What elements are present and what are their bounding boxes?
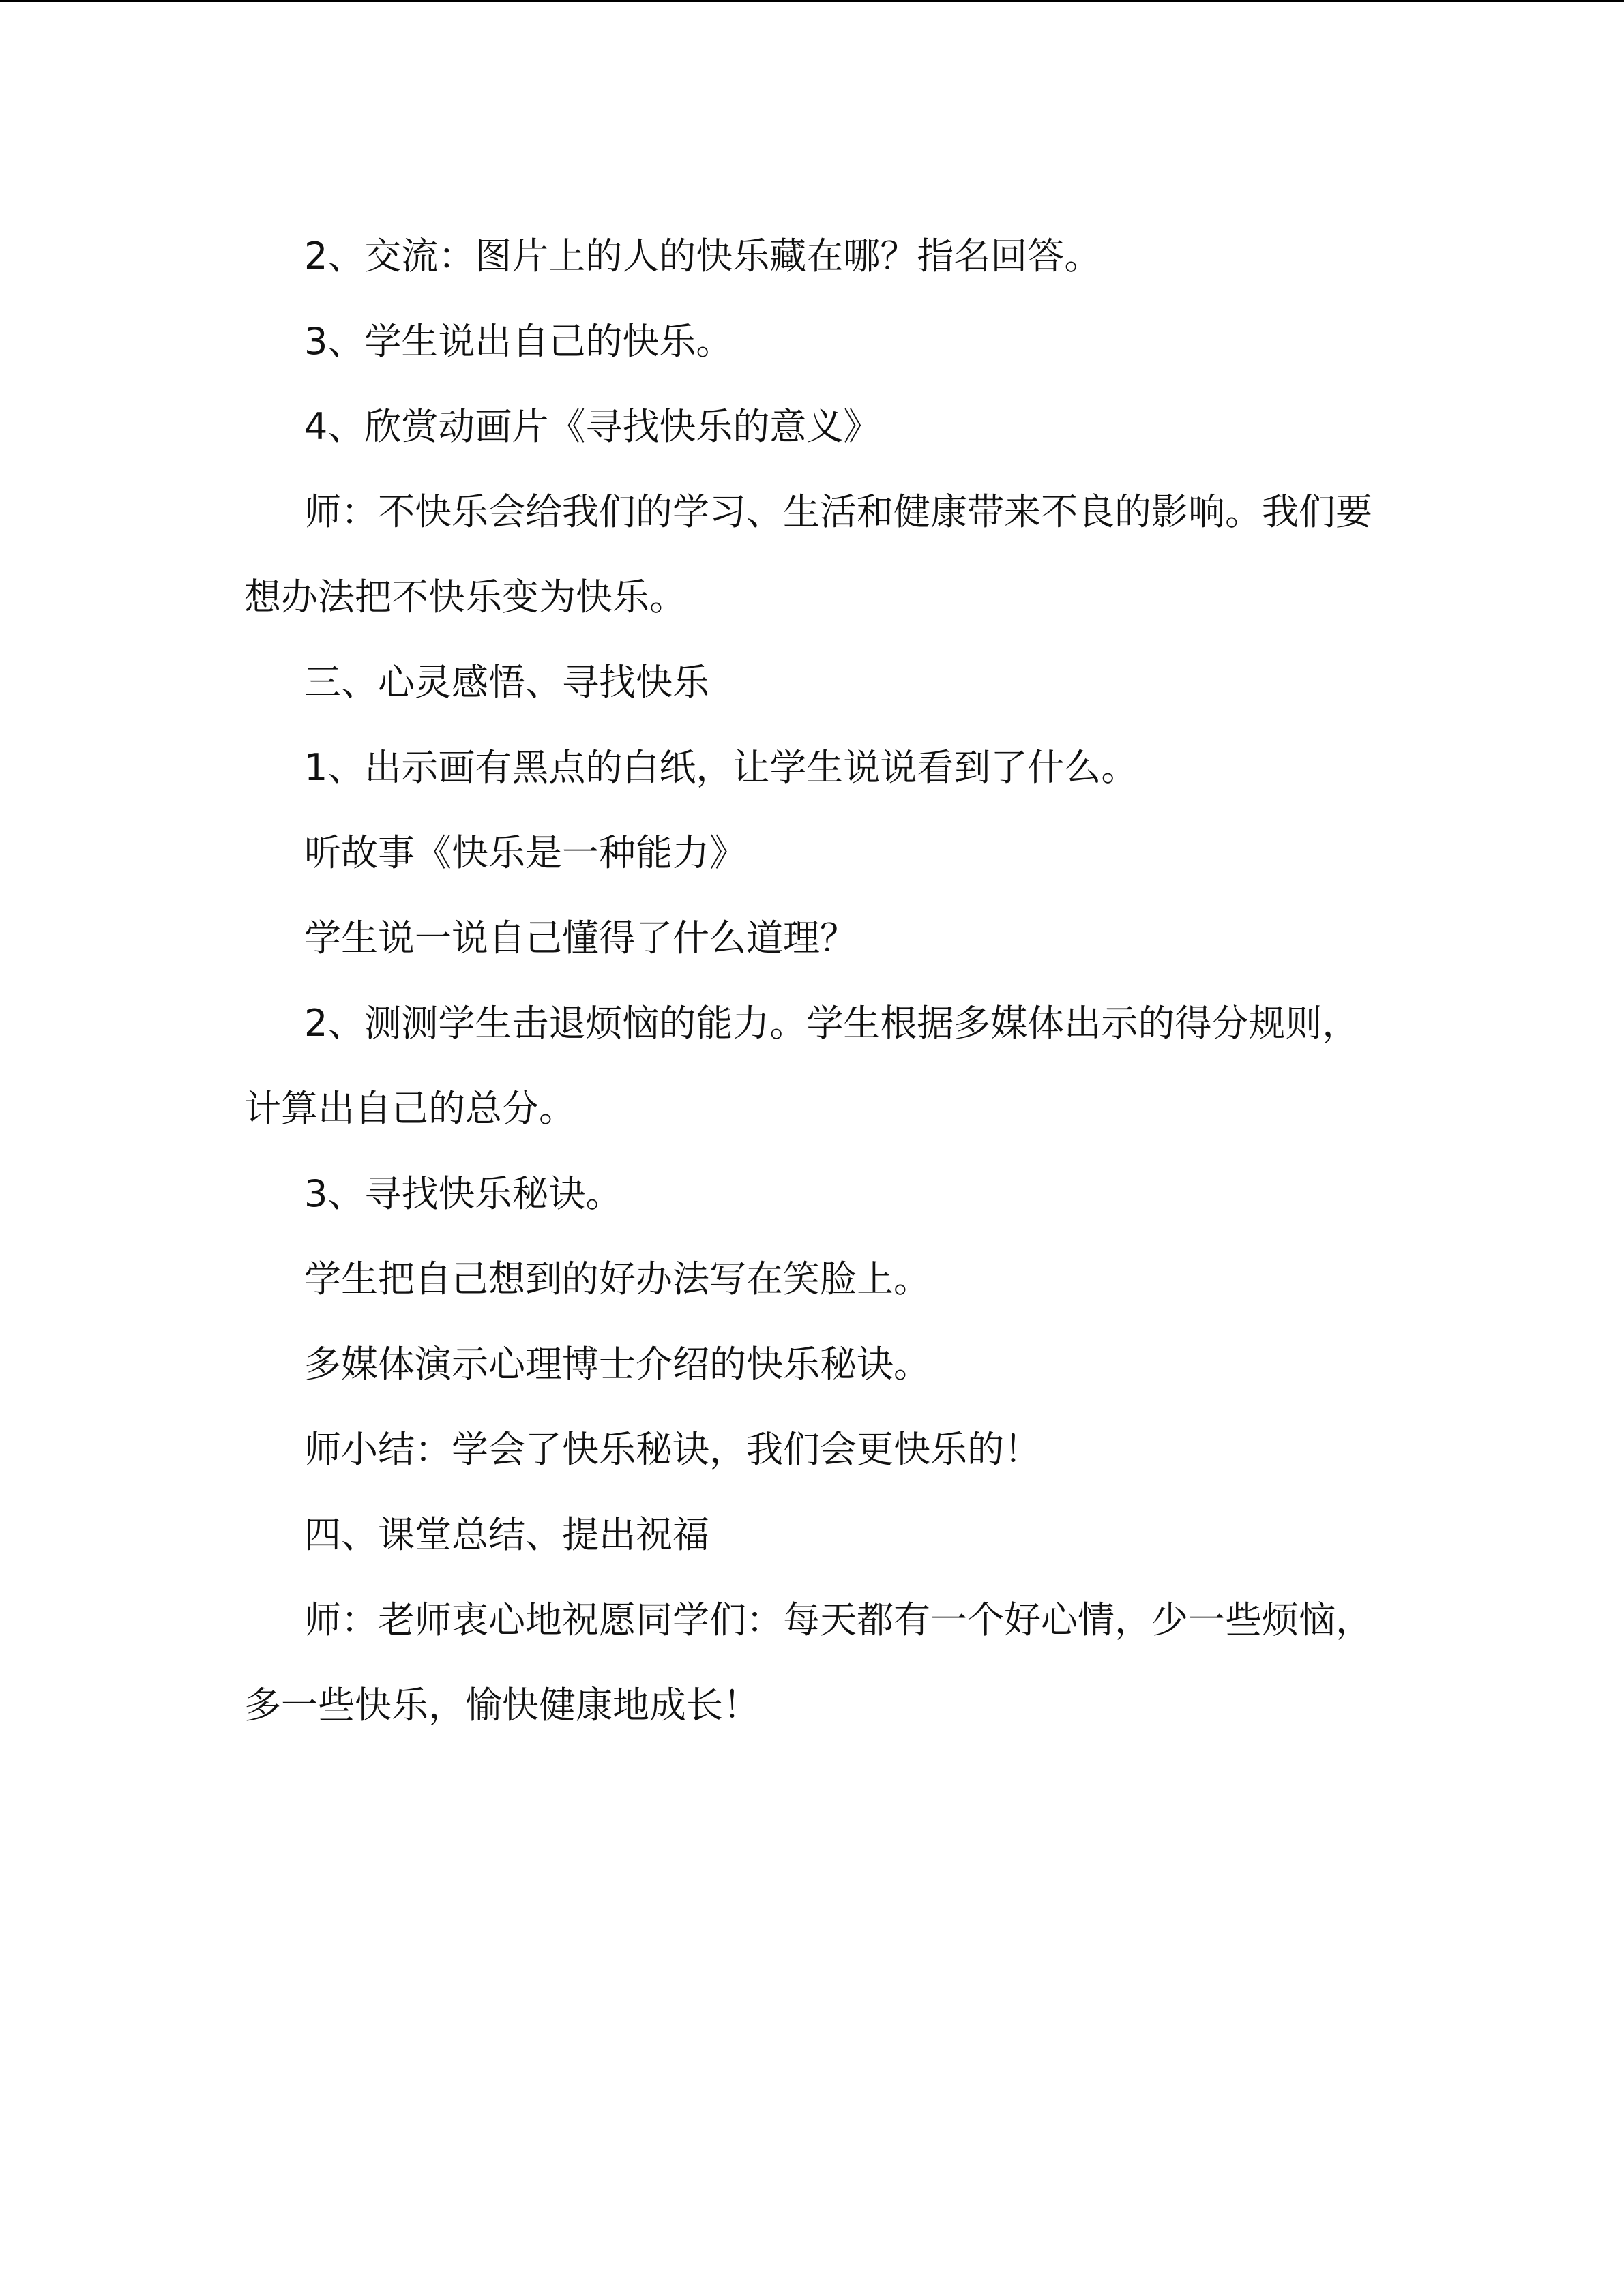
section-heading-3: 三、心灵感悟、寻找快乐 bbox=[304, 661, 709, 704]
paragraph-students-share: 3、学生说出自己的快乐。 bbox=[304, 320, 733, 363]
section-heading-4: 四、课堂总结、提出祝福 bbox=[304, 1513, 709, 1556]
paragraph-teacher-remark: 师：不快乐会给我们的学习、生活和健康带来不良的影响。我们要想办法把不快乐变为快乐。 bbox=[244, 490, 1372, 618]
paragraph-multimedia: 多媒体演示心理博士介绍的快乐秘诀。 bbox=[304, 1343, 930, 1386]
paragraph-story: 听故事《快乐是一种能力》 bbox=[304, 831, 746, 874]
paragraph-secret: 3、寻找快乐秘诀。 bbox=[304, 1172, 623, 1215]
paragraph-animation: 4、欣赏动画片《寻找快乐的意义》 bbox=[304, 405, 881, 448]
paragraph-summary: 师小结：学会了快乐秘诀，我们会更快乐的！ bbox=[304, 1428, 1041, 1471]
paragraph-exchange: 2、交流：图片上的人的快乐藏在哪？指名回答。 bbox=[304, 235, 1102, 278]
paragraph-lesson: 学生说一说自己懂得了什么道理？ bbox=[304, 916, 857, 959]
paragraph-smiley: 学生把自己想到的好办法写在笑脸上。 bbox=[304, 1257, 930, 1300]
paragraph-test: 2、测测学生击退烦恼的能力。学生根据多媒体出示的得分规则，计算出自己的总分。 bbox=[244, 1002, 1359, 1130]
paragraph-white-paper: 1、出示画有黑点的白纸，让学生说说看到了什么。 bbox=[304, 746, 1138, 789]
paragraph-blessing: 师：老师衷心地祝愿同学们：每天都有一个好心情，少一些烦恼，多一些快乐，愉快健康地成长！ bbox=[244, 1598, 1372, 1727]
document-body bbox=[244, 213, 1390, 1748]
